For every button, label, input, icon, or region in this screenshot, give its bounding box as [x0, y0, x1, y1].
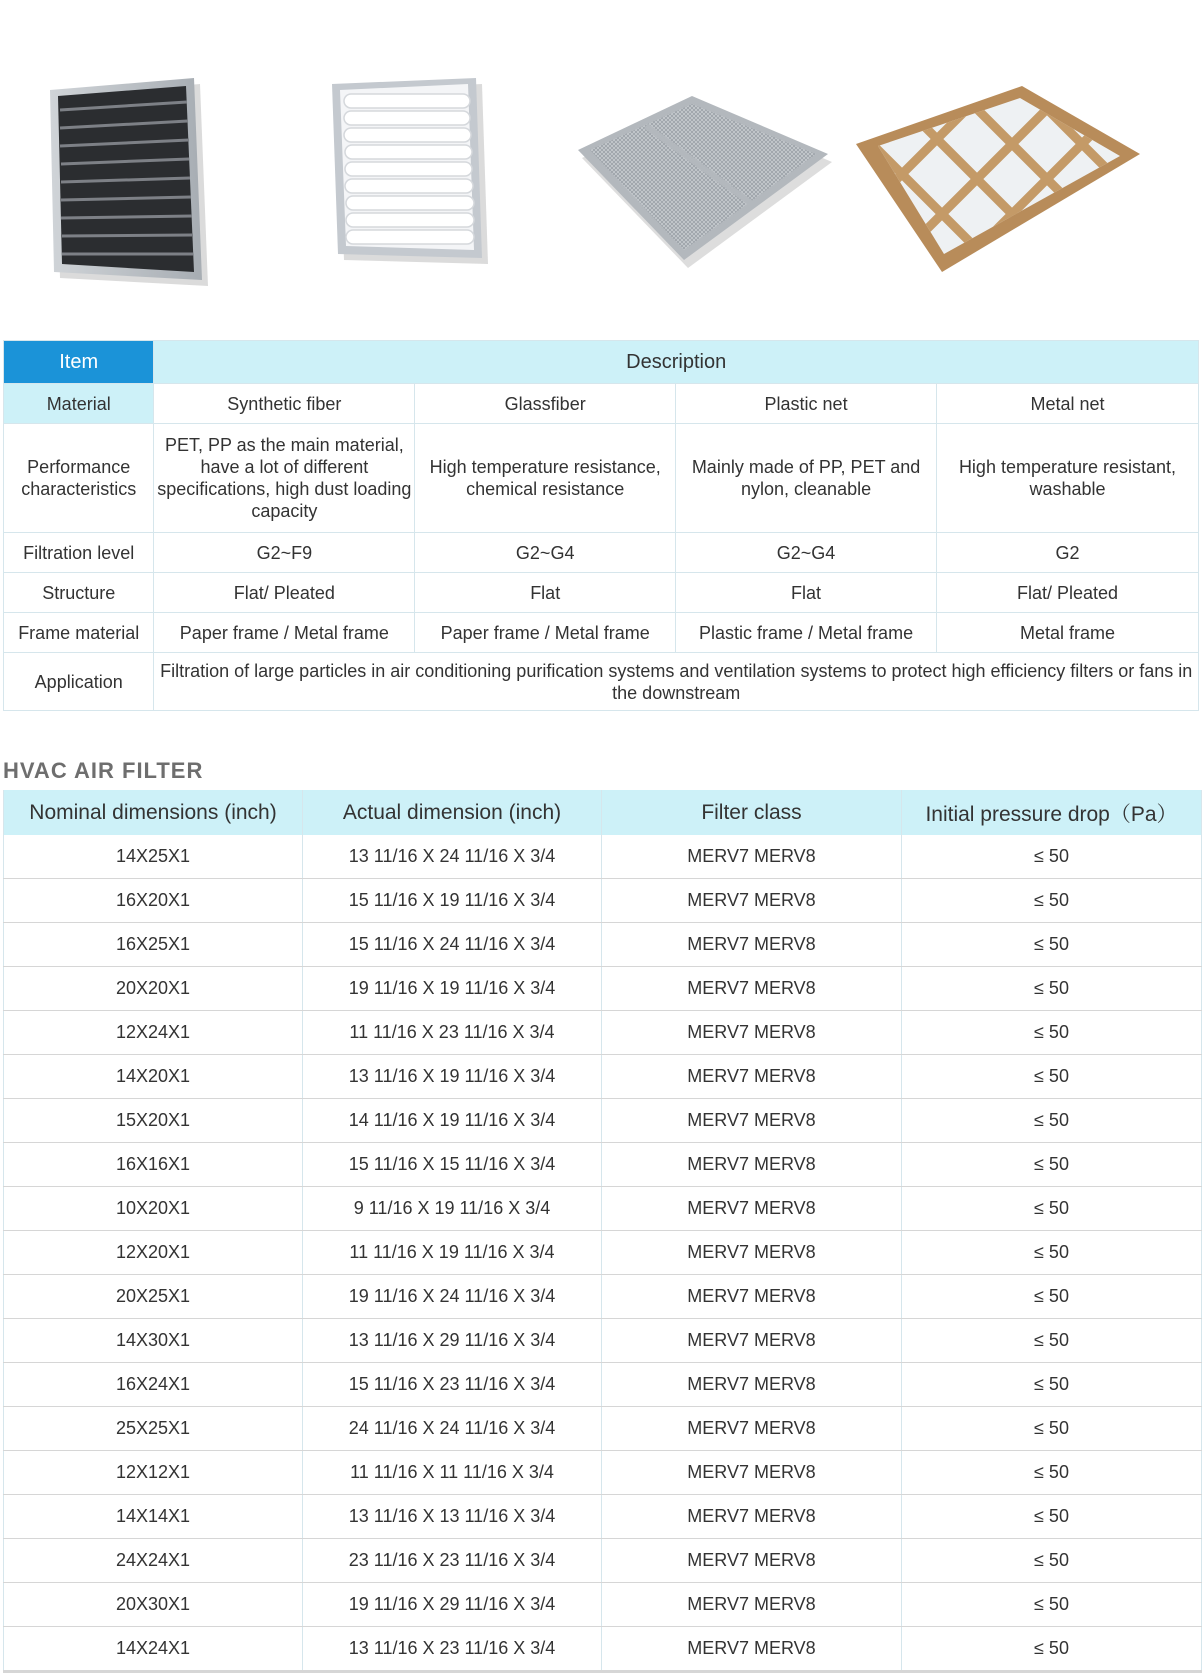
table-cell: 16X24X1: [4, 1363, 303, 1407]
table-cell: 23 11/16 X 23 11/16 X 3/4: [303, 1539, 602, 1583]
cardboard-frame-filter-image: [852, 84, 1144, 274]
table-cell: ≤ 50: [902, 1583, 1202, 1627]
table-cell: 15 11/16 X 24 11/16 X 3/4: [303, 923, 602, 967]
cell: Flat/ Pleated: [936, 573, 1198, 613]
table-cell: 20X30X1: [4, 1583, 303, 1627]
cell: Glassfiber: [415, 384, 676, 424]
table-cell: ≤ 50: [902, 1099, 1202, 1143]
cell: Flat: [415, 573, 676, 613]
table-cell: 19 11/16 X 29 11/16 X 3/4: [303, 1583, 602, 1627]
table-cell: ≤ 50: [902, 835, 1202, 879]
table-cell: MERV7 MERV8: [602, 1187, 902, 1231]
row-label: Application: [4, 653, 154, 711]
table-cell: ≤ 50: [902, 923, 1202, 967]
table-row: [4, 1319, 1202, 1363]
table-row: [4, 1099, 1202, 1143]
material-row: [4, 384, 1199, 424]
table-row: [4, 879, 1202, 923]
table-row: [4, 923, 1202, 967]
table-cell: ≤ 50: [902, 1451, 1202, 1495]
cell: Plastic net: [676, 384, 937, 424]
table-cell: 19 11/16 X 24 11/16 X 3/4: [303, 1275, 602, 1319]
row-label: Filtration level: [4, 533, 154, 573]
table-row: [4, 1011, 1202, 1055]
table-cell: MERV7 MERV8: [602, 1451, 902, 1495]
table-cell: 24X24X1: [4, 1539, 303, 1583]
cell: G2~G4: [415, 533, 676, 573]
glassfiber-filter-image: [326, 74, 496, 284]
table-cell: ≤ 50: [902, 1495, 1202, 1539]
description-header: Description: [154, 341, 1199, 384]
performance-row: [4, 424, 1199, 533]
cell: Metal frame: [936, 613, 1198, 653]
table-cell: 11 11/16 X 11 11/16 X 3/4: [303, 1451, 602, 1495]
cell: G2: [936, 533, 1198, 573]
table-cell: 24 11/16 X 24 11/16 X 3/4: [303, 1407, 602, 1451]
table-cell: 12X12X1: [4, 1451, 303, 1495]
table-cell: 12X20X1: [4, 1231, 303, 1275]
table-cell: 13 11/16 X 29 11/16 X 3/4: [303, 1319, 602, 1363]
table-cell: MERV7 MERV8: [602, 967, 902, 1011]
column-header: Filter class: [602, 790, 902, 835]
column-header: Initial pressure drop（Pa）: [902, 790, 1202, 835]
item-header: Item: [4, 341, 154, 384]
table-row: [4, 1143, 1202, 1187]
section-title: HVAC AIR FILTER: [3, 758, 204, 783]
table-cell: ≤ 50: [902, 1011, 1202, 1055]
table-cell: 11 11/16 X 23 11/16 X 3/4: [303, 1011, 602, 1055]
table-cell: 13 11/16 X 19 11/16 X 3/4: [303, 1055, 602, 1099]
table-cell: 25X25X1: [4, 1407, 303, 1451]
table-cell: 14X24X1: [4, 1627, 303, 1672]
frame-row: [4, 613, 1199, 653]
cell: Flat/ Pleated: [154, 573, 415, 613]
table-row: [4, 835, 1202, 879]
table-row: [4, 1231, 1202, 1275]
table-cell: MERV7 MERV8: [602, 1539, 902, 1583]
table-cell: 20X20X1: [4, 967, 303, 1011]
table-cell: MERV7 MERV8: [602, 923, 902, 967]
table-cell: ≤ 50: [902, 1275, 1202, 1319]
table-cell: 16X20X1: [4, 879, 303, 923]
table-row: [4, 1451, 1202, 1495]
table-cell: 15 11/16 X 15 11/16 X 3/4: [303, 1143, 602, 1187]
table-cell: MERV7 MERV8: [602, 1055, 902, 1099]
table-cell: MERV7 MERV8: [602, 1407, 902, 1451]
table-cell: 14X20X1: [4, 1055, 303, 1099]
table-cell: MERV7 MERV8: [602, 1319, 902, 1363]
table-cell: ≤ 50: [902, 1539, 1202, 1583]
filtration-row: [4, 533, 1199, 573]
table-cell: MERV7 MERV8: [602, 1275, 902, 1319]
hvac-size-table: [3, 790, 1202, 1673]
table-cell: MERV7 MERV8: [602, 835, 902, 879]
table-cell: MERV7 MERV8: [602, 1583, 902, 1627]
table-cell: ≤ 50: [902, 879, 1202, 923]
cell: G2~F9: [154, 533, 415, 573]
cell: G2~G4: [676, 533, 937, 573]
cell: Plastic frame / Metal frame: [676, 613, 937, 653]
table-row: [4, 1363, 1202, 1407]
table-cell: ≤ 50: [902, 1319, 1202, 1363]
table-cell: 12X24X1: [4, 1011, 303, 1055]
table-cell: MERV7 MERV8: [602, 1011, 902, 1055]
column-header: Actual dimension (inch): [303, 790, 602, 835]
cell: Paper frame / Metal frame: [154, 613, 415, 653]
table-row: [4, 1187, 1202, 1231]
table-cell: ≤ 50: [902, 1363, 1202, 1407]
row-label: Material: [4, 384, 154, 424]
table-cell: ≤ 50: [902, 1187, 1202, 1231]
cell: PET, PP as the main material, have a lot of different specifications, high dust loading capacity: [154, 424, 415, 533]
cell: Mainly made of PP, PET and nylon, cleanable: [676, 424, 937, 533]
table-row: [4, 1539, 1202, 1583]
cell: Paper frame / Metal frame: [415, 613, 676, 653]
cell: Synthetic fiber: [154, 384, 415, 424]
table-cell: 14 11/16 X 19 11/16 X 3/4: [303, 1099, 602, 1143]
table-cell: MERV7 MERV8: [602, 1231, 902, 1275]
table-row: [4, 1627, 1202, 1672]
cell: High temperature resistance, chemical resistance: [415, 424, 676, 533]
table-cell: 11 11/16 X 19 11/16 X 3/4: [303, 1231, 602, 1275]
table-row: [4, 1275, 1202, 1319]
table-cell: ≤ 50: [902, 1231, 1202, 1275]
spec-table: [3, 340, 1199, 711]
cell: Flat: [676, 573, 937, 613]
table-row: [4, 1055, 1202, 1099]
table-cell: 13 11/16 X 23 11/16 X 3/4: [303, 1627, 602, 1672]
table-cell: 14X25X1: [4, 835, 303, 879]
synthetic-fiber-filter-image: [44, 74, 214, 294]
table-cell: 13 11/16 X 13 11/16 X 3/4: [303, 1495, 602, 1539]
table-cell: ≤ 50: [902, 1143, 1202, 1187]
row-label: Structure: [4, 573, 154, 613]
table-cell: 14X30X1: [4, 1319, 303, 1363]
table-cell: 15X20X1: [4, 1099, 303, 1143]
table-cell: MERV7 MERV8: [602, 1099, 902, 1143]
table-cell: ≤ 50: [902, 1407, 1202, 1451]
table-cell: 15 11/16 X 23 11/16 X 3/4: [303, 1363, 602, 1407]
table-cell: 10X20X1: [4, 1187, 303, 1231]
table-cell: MERV7 MERV8: [602, 1143, 902, 1187]
application-cell: Filtration of large particles in air conditioning purification systems and ventilation systems to protect high efficiency filters or fans in the downstream: [154, 653, 1199, 711]
table-cell: MERV7 MERV8: [602, 1363, 902, 1407]
metal-net-filter-image: [574, 92, 836, 272]
table-cell: ≤ 50: [902, 1055, 1202, 1099]
table-cell: MERV7 MERV8: [602, 1627, 902, 1672]
table-cell: 15 11/16 X 19 11/16 X 3/4: [303, 879, 602, 923]
table-row: [4, 1407, 1202, 1451]
table-row: [4, 1583, 1202, 1627]
column-header: Nominal dimensions (inch): [4, 790, 303, 835]
cell: Metal net: [936, 384, 1198, 424]
table-cell: 20X25X1: [4, 1275, 303, 1319]
table-cell: ≤ 50: [902, 967, 1202, 1011]
table-cell: ≤ 50: [902, 1627, 1202, 1672]
table-cell: 16X25X1: [4, 923, 303, 967]
table-cell: MERV7 MERV8: [602, 1495, 902, 1539]
product-images: [0, 0, 1204, 320]
table-row: [4, 1495, 1202, 1539]
application-row: [4, 653, 1199, 711]
table-cell: 9 11/16 X 19 11/16 X 3/4: [303, 1187, 602, 1231]
size-table-body: [4, 835, 1202, 1672]
structure-row: [4, 573, 1199, 613]
cell: High temperature resistant, washable: [936, 424, 1198, 533]
row-label: Frame material: [4, 613, 154, 653]
table-cell: 19 11/16 X 19 11/16 X 3/4: [303, 967, 602, 1011]
table-cell: 16X16X1: [4, 1143, 303, 1187]
table-cell: 13 11/16 X 24 11/16 X 3/4: [303, 835, 602, 879]
table-row: [4, 967, 1202, 1011]
row-label: Performance characteristics: [4, 424, 154, 533]
size-header-row: [4, 790, 1202, 835]
spec-header-row: [4, 341, 1199, 384]
table-cell: MERV7 MERV8: [602, 879, 902, 923]
table-cell: 14X14X1: [4, 1495, 303, 1539]
